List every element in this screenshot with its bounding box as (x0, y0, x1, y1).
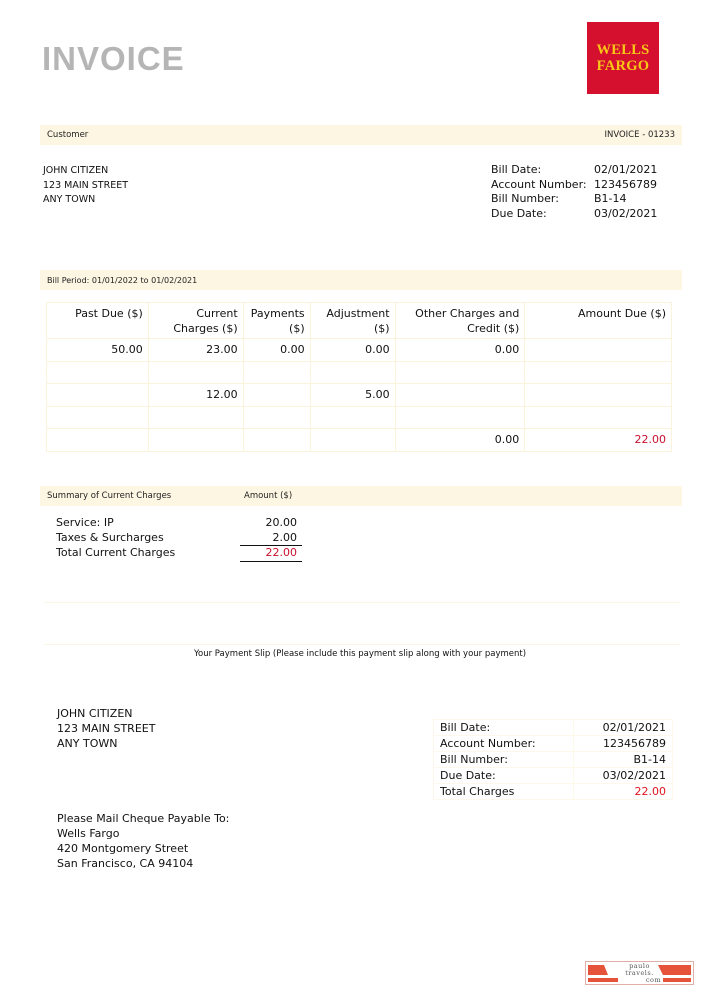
cell (148, 407, 243, 429)
cell (395, 362, 525, 384)
cell (47, 407, 149, 429)
summary-band (40, 486, 682, 506)
page-title: INVOICE (42, 40, 185, 77)
summary-label: Taxes & Surcharges (56, 530, 164, 544)
cell (148, 362, 243, 384)
mail-to-heading: Please Mail Cheque Payable To: (57, 812, 230, 825)
watermark-logo (585, 961, 694, 985)
summary-amount: 2.00 (240, 531, 302, 546)
customer-band-label: Customer (47, 130, 89, 140)
cell (525, 362, 672, 384)
col-payments: Payments ($) (243, 303, 310, 339)
summary-row (56, 546, 302, 562)
table-row (47, 339, 672, 362)
logo-line-1: WELLS (596, 42, 650, 58)
account-number-label: Account Number: (491, 177, 587, 191)
cell (47, 384, 149, 407)
col-adjustment: Adjustment ($) (310, 303, 395, 339)
amount-due-total: 22.00 (525, 429, 672, 452)
bill-date-value: 02/01/2021 (594, 163, 658, 176)
slip-due-date-label: Due Date: (434, 768, 574, 784)
cell (243, 384, 310, 407)
due-date-label: Due Date: (491, 207, 547, 221)
customer-address (43, 164, 128, 208)
slip-total-charges-value: 22.00 (574, 784, 673, 800)
summary-row (56, 531, 302, 546)
cell: 0.00 (395, 429, 525, 452)
cell: 12.00 (148, 384, 243, 407)
cell: 50.00 (47, 339, 149, 362)
cell: 23.00 (148, 339, 243, 362)
slip-name: JOHN CITIZEN (57, 707, 133, 720)
slip-info (433, 719, 673, 800)
divider (44, 602, 680, 603)
slip-account-number-label: Account Number: (434, 736, 574, 752)
cell (243, 362, 310, 384)
table-row (47, 362, 672, 384)
summary-amount: 20.00 (265, 516, 297, 529)
summary-total-amount: 22.00 (240, 546, 302, 562)
cell (395, 384, 525, 407)
watermark-line: travels. (625, 969, 654, 977)
account-number-value: 123456789 (594, 177, 657, 191)
table-row (47, 384, 672, 407)
watermark-line: com (645, 976, 662, 984)
customer-street: 123 MAIN STREET (43, 179, 129, 191)
cell: 0.00 (395, 339, 525, 362)
mail-to-payee: Wells Fargo (57, 827, 120, 840)
cell (243, 407, 310, 429)
cell (47, 362, 149, 384)
cell (525, 384, 672, 407)
mail-to-street: 420 Montgomery Street (57, 842, 189, 855)
slip-due-date-value: 03/02/2021 (574, 768, 673, 784)
slip-total-charges-label: Total Charges (434, 784, 574, 800)
mail-to-address (57, 811, 229, 871)
cell: 0.00 (243, 339, 310, 362)
slip-bill-date-label: Bill Date: (434, 720, 574, 736)
customer-band (40, 125, 682, 145)
charges-header-row (47, 303, 672, 339)
summary-header-label: Summary of Current Charges (47, 491, 172, 501)
slip-info-row (434, 752, 673, 768)
watermark-text (586, 963, 693, 984)
watermark-line: paulo (629, 962, 650, 970)
divider (44, 644, 680, 645)
cell (395, 407, 525, 429)
cell (310, 407, 395, 429)
bill-info-row (491, 207, 657, 222)
table-row (47, 407, 672, 429)
bill-info (491, 163, 657, 222)
slip-info-row (434, 784, 673, 800)
summary-label: Service: IP (56, 516, 114, 529)
cell (148, 429, 243, 452)
bill-info-row (491, 163, 657, 178)
slip-bill-number-value: B1-14 (574, 752, 673, 768)
bill-info-row (491, 178, 657, 193)
payment-slip-caption: Your Payment Slip (Please include this payment slip along with your payment) (193, 649, 527, 659)
slip-town: ANY TOWN (57, 737, 118, 750)
slip-bill-date-value: 02/01/2021 (574, 720, 673, 736)
charges-table (46, 302, 672, 452)
slip-account-number-value: 123456789 (574, 736, 673, 752)
slip-bill-number-label: Bill Number: (434, 752, 574, 768)
col-current-charges: Current Charges ($) (148, 303, 243, 339)
col-amount-due: Amount Due ($) (525, 303, 672, 339)
logo-line-2: FARGO (596, 58, 650, 74)
summary-label: Total Current Charges (56, 546, 176, 560)
summary-header-amount: Amount ($) (244, 491, 293, 501)
cell: 5.00 (310, 384, 395, 407)
invoice-number: INVOICE - 01233 (604, 130, 675, 140)
slip-street: 123 MAIN STREET (57, 722, 156, 735)
cell (243, 429, 310, 452)
col-past-due: Past Due ($) (47, 303, 149, 339)
col-other-charges: Other Charges and Credit ($) (395, 303, 525, 339)
bill-date-label: Bill Date: (491, 163, 542, 176)
bill-period: Bill Period: 01/01/2022 to 01/02/2021 (47, 275, 198, 285)
slip-info-row (434, 768, 673, 784)
cell (47, 429, 149, 452)
cell (525, 407, 672, 429)
due-date-value: 03/02/2021 (594, 207, 658, 221)
mail-to-city: San Francisco, CA 94104 (57, 857, 194, 870)
cell (310, 362, 395, 384)
summary-rows (56, 516, 302, 562)
customer-name: JOHN CITIZEN (43, 165, 109, 176)
cell: 0.00 (310, 339, 395, 362)
slip-info-row (434, 720, 673, 736)
bill-number-value: B1-14 (594, 192, 627, 206)
customer-town: ANY TOWN (43, 194, 96, 205)
bill-number-label: Bill Number: (491, 192, 559, 206)
wells-fargo-logo (587, 22, 659, 94)
slip-info-row (434, 736, 673, 752)
cell (310, 429, 395, 452)
table-row (47, 429, 672, 452)
bill-period-band (40, 270, 682, 290)
summary-row (56, 516, 302, 531)
slip-address (57, 706, 155, 751)
cell (525, 339, 672, 362)
bill-info-row (491, 192, 657, 207)
